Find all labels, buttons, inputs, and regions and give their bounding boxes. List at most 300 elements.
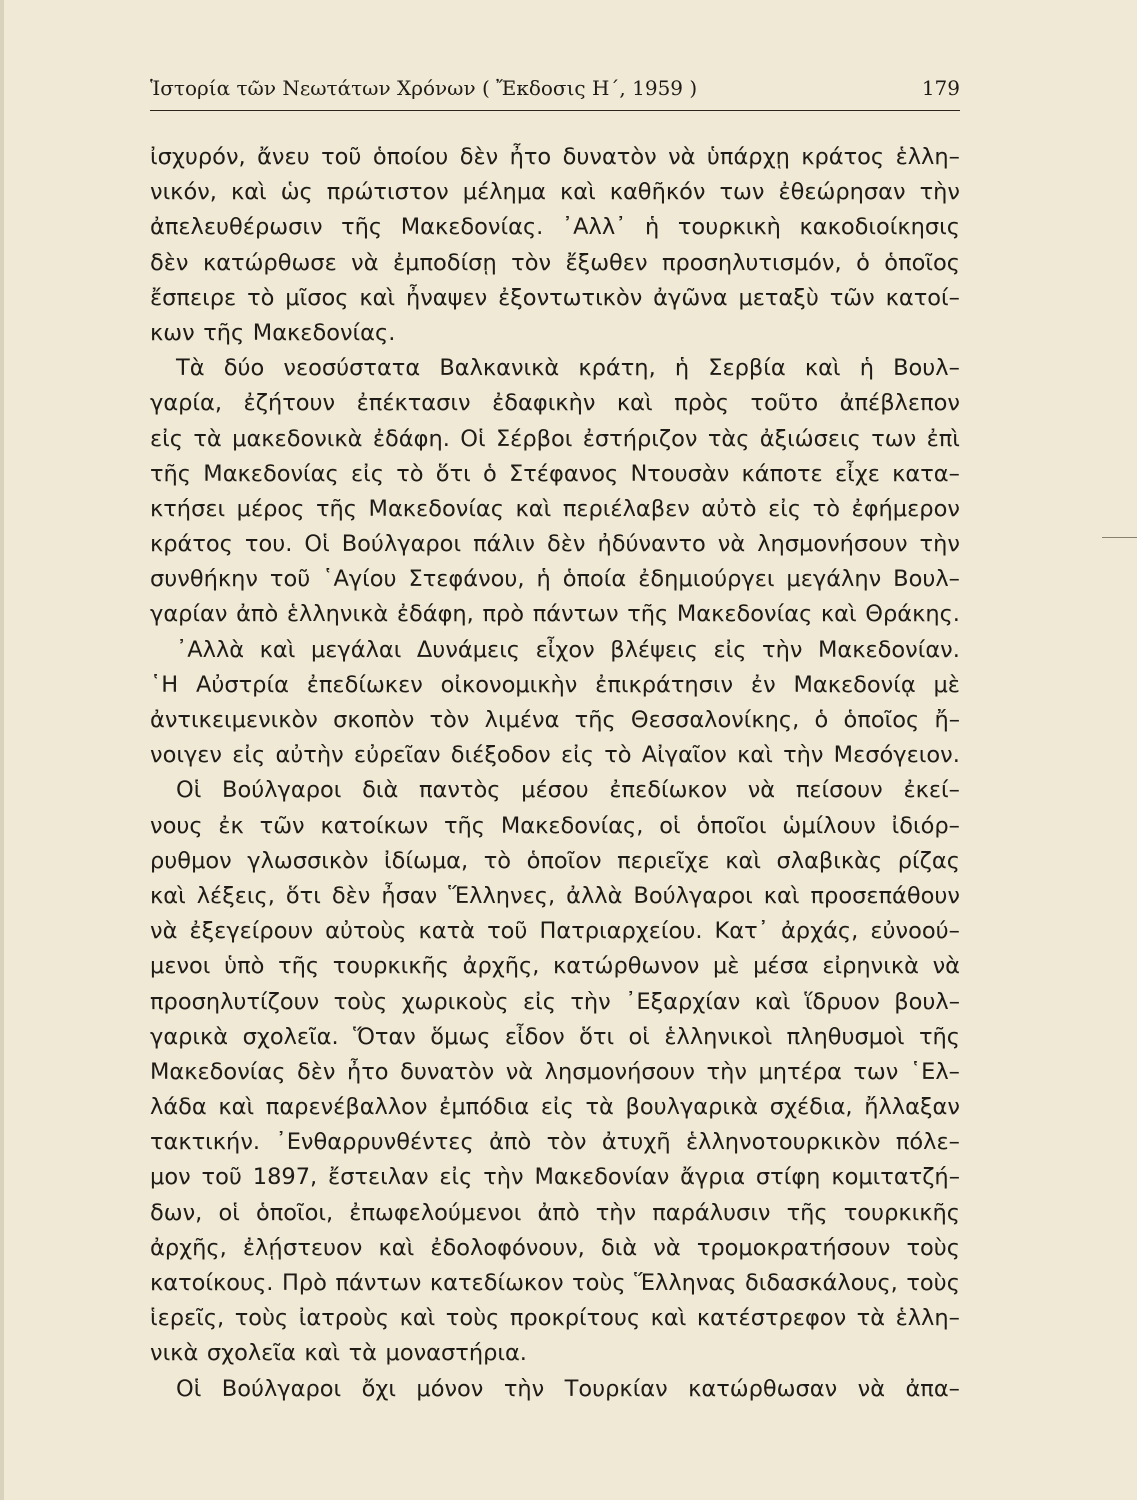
word: καὶ (230, 179, 267, 206)
word: δὲν (459, 144, 499, 170)
body-text (150, 140, 960, 1407)
text-line (150, 1336, 960, 1371)
word: ἑλλη– (895, 1305, 960, 1332)
word: ὁποίου (372, 144, 449, 170)
word: εἶχον (535, 636, 595, 663)
word: ὁ (814, 707, 829, 733)
word: προκρίτους (509, 1305, 641, 1332)
text-line (150, 1020, 960, 1055)
word: Μακεδονίας, (500, 812, 644, 839)
word: Τὰ (176, 355, 205, 382)
word: ὁποῖος (884, 249, 960, 276)
word: δύο (223, 355, 265, 382)
word: λησμονήσουν (544, 1058, 695, 1085)
word: ρίζας (897, 847, 960, 874)
word: εἰς (439, 1164, 473, 1191)
word: τῶν (829, 284, 875, 311)
word: ἡ (674, 355, 690, 382)
word: μενοι (150, 953, 211, 980)
word: μεγάλαι (310, 636, 402, 663)
text-line (150, 1372, 960, 1407)
word: λιμένα (484, 707, 560, 733)
word: μεγάλην (786, 566, 882, 593)
word: ἀξιώσεις (759, 425, 861, 452)
word: ἐθεώρησαν (778, 179, 906, 206)
word: δὲν (331, 882, 371, 909)
text-line (150, 386, 960, 421)
word: αὐτὴν (275, 742, 344, 769)
word: κράτος (150, 531, 233, 558)
word: καὶ (820, 601, 857, 628)
word: καὶ (218, 1094, 255, 1121)
word: τὸ (247, 284, 275, 311)
word: ἀπὸ (489, 1129, 532, 1156)
word: πόλε– (895, 1129, 960, 1156)
word: Πρὸ (281, 1270, 327, 1296)
word: ἀπὸ (236, 601, 279, 628)
word: καὶ (650, 1305, 687, 1332)
word: ὁποία (562, 566, 627, 593)
word: εἰς (522, 988, 556, 1015)
word: τοῦ (201, 1164, 242, 1191)
word: εἰρηνικὰ (822, 953, 919, 980)
text-line (150, 140, 960, 175)
word: πάντων (532, 601, 619, 628)
word: μόνον (416, 1375, 484, 1402)
word: τὰς (707, 425, 750, 452)
text-line (150, 949, 960, 984)
word: τὴν (595, 1199, 637, 1226)
word: διδασκάλους, (745, 1270, 898, 1296)
word: νὰ (747, 777, 776, 804)
word: ἰατροὺς (298, 1305, 390, 1332)
word: τῆς (443, 812, 485, 839)
word: τῆς (918, 1023, 960, 1050)
word: 1897, (252, 1164, 318, 1191)
text-line (150, 527, 960, 562)
word: ἵδρυον (804, 988, 880, 1015)
word: ἐδαφικὴν (492, 390, 596, 417)
word: σλαβικὰς (776, 847, 883, 874)
word: τῆς (315, 495, 357, 522)
word: παράλυσιν (652, 1199, 771, 1226)
text-line (150, 457, 960, 492)
margin-mark (1102, 537, 1137, 538)
word: καὶ (737, 742, 773, 769)
word: τρομοκρατήσουν (696, 1234, 891, 1261)
word: ἀπελευθέρωσιν (150, 214, 323, 241)
text-line (150, 773, 960, 808)
word: Δυνάμεις (416, 636, 521, 663)
word: ὡς (280, 179, 313, 206)
text-line (150, 210, 960, 245)
word: τὴν (762, 636, 803, 663)
word: νους (150, 812, 203, 839)
word: μὲ (933, 671, 960, 698)
word: τοὺς (572, 1270, 626, 1296)
word: τῆς (150, 460, 192, 487)
word: Τουρκίαν (564, 1375, 668, 1402)
word: ὡμίλουν (782, 812, 876, 839)
word: Οἱ (460, 425, 486, 452)
word: οἱ (659, 812, 681, 839)
word: ὑπὸ (224, 953, 265, 980)
word: Μακεδονίας (150, 1058, 286, 1085)
word: τὴν (483, 1164, 524, 1191)
word: τὴν (570, 988, 611, 1015)
word: καθῆκόν (609, 179, 706, 206)
word: τὴν (706, 1058, 747, 1085)
word: τουρκικὴ (677, 214, 781, 241)
word: ῾Η (150, 671, 179, 698)
word: των (853, 1058, 899, 1085)
word: εἶδον (504, 1023, 565, 1050)
text-line (150, 844, 960, 879)
word: ὅμως (430, 1023, 491, 1050)
word: νικὰ (150, 1340, 199, 1367)
word: Ντουσὰν (630, 460, 730, 487)
word: τοὺς (445, 1305, 500, 1332)
word: γλωσσικὸν (247, 847, 369, 874)
word: κατα– (892, 460, 960, 487)
word: τοὺς (333, 988, 388, 1015)
header-rule (150, 110, 960, 111)
word: Βούλγαροι (221, 1375, 342, 1402)
word: Θράκης. (865, 601, 960, 628)
word: μον (150, 1164, 191, 1191)
word: του. (244, 531, 293, 558)
word: μέσου (521, 777, 589, 804)
word: κατοίκους. (150, 1270, 274, 1296)
text-line (150, 985, 960, 1020)
word: οἰκονομικὴν (440, 671, 578, 698)
word: τῆς (203, 319, 245, 346)
word: κατώρθωνον (553, 953, 700, 980)
word: ἦναψεν (405, 284, 488, 311)
word: λάδα (150, 1094, 207, 1121)
word: καὶ (359, 284, 396, 311)
word: καὶ (559, 179, 596, 206)
word: Ἕλληνες, (448, 882, 556, 909)
text-line (150, 879, 960, 914)
word: τοὺς (234, 1305, 289, 1332)
text-line (150, 914, 960, 949)
word: εἰς (150, 425, 183, 452)
word: ὁποῖοι, (255, 1199, 334, 1226)
word: τῆς (627, 601, 669, 628)
word: ἐπωφελούμενοι (349, 1199, 522, 1226)
word: ἦτο (509, 144, 552, 170)
word: κράτη, (578, 355, 656, 382)
word: κομιτατζή– (831, 1164, 960, 1191)
word: τὸν (511, 249, 552, 276)
word: πείσουν (795, 777, 883, 804)
word: τὸν (429, 707, 470, 733)
word: τὰ (585, 1094, 614, 1121)
word: καὶ (304, 1340, 341, 1367)
text-line (150, 351, 960, 386)
word: πληθυσμοὶ (786, 1023, 905, 1050)
word: ὅτι (435, 460, 471, 487)
word: ἔσπειρε (150, 284, 237, 311)
word: Αὐστρία (195, 671, 289, 698)
word: Μακεδονίᾳ (793, 671, 916, 698)
word: τοῦ (321, 144, 362, 170)
word: περιέλαβεν (562, 495, 690, 522)
word: ᾿Ενθαρρυνθέντες (275, 1129, 474, 1156)
word: Αἰγαῖον (641, 742, 727, 769)
word: ῾Ελ– (909, 1058, 960, 1085)
word: ἀπα– (905, 1375, 960, 1402)
word: ἰδιόρ– (891, 812, 960, 839)
word: τὰ (193, 425, 222, 452)
word: τὸ (812, 495, 840, 522)
word: τοῦ (269, 566, 311, 593)
word: ὁποῖοι (696, 812, 767, 839)
word: στίφη (755, 1164, 821, 1191)
word: πρὸ (482, 601, 525, 628)
word: νὰ (932, 953, 960, 980)
word: τὸ (483, 847, 512, 874)
word: ἐν (750, 671, 776, 698)
word: ἐπεδίωκεν (306, 671, 423, 698)
word: ἀρχῆς, (462, 953, 540, 980)
word: Μακεδονίας. (252, 319, 396, 346)
word: δυνατὸν (400, 1058, 495, 1085)
word: ᾿Αλλὰ (176, 636, 245, 663)
word: καὶ (616, 390, 653, 417)
word: διὰ (362, 777, 399, 804)
word: τοὺς (906, 1234, 960, 1261)
word: Ἕλληνας (634, 1270, 737, 1296)
word: ὅτι (285, 882, 321, 909)
text-line (150, 809, 960, 844)
word: Βουλ– (893, 566, 960, 593)
word: Στέφανος (509, 460, 619, 487)
word: καὶ (515, 495, 552, 522)
word: Οἱ (176, 777, 202, 804)
word: νὰ (668, 144, 696, 170)
word: ἀπὸ (537, 1199, 580, 1226)
word: ἄνευ (257, 144, 310, 170)
word: μακεδονικὰ (232, 425, 363, 452)
word: καὶ (804, 355, 841, 382)
word: δυνατὸν (562, 144, 657, 170)
word: νὰ (653, 1234, 681, 1261)
word: ἐπὶ (926, 425, 960, 452)
word: πρὸς (674, 390, 729, 417)
word: ἐμπόδια (439, 1094, 530, 1121)
word: σχολεῖα. (242, 1023, 339, 1050)
word: ὁ (856, 249, 870, 276)
word: ἤ– (934, 707, 960, 733)
word: τῶν (259, 812, 305, 839)
word: τοῦ (487, 918, 528, 945)
word: Θεσσαλονίκης, (630, 707, 800, 733)
word: τῆς (278, 953, 320, 980)
word: κράτος (801, 144, 885, 170)
word: καὶ (259, 636, 296, 663)
word: Βούλγαροι (222, 777, 342, 804)
word: πρώτιστον (326, 179, 449, 206)
word: Στεφάνου, (408, 566, 525, 593)
page-edge-shadow (0, 0, 4, 1500)
word: αὐτὸ (701, 495, 757, 522)
word: ᾿Αλλ᾿ (561, 214, 627, 241)
word: τὴν (503, 1375, 545, 1402)
word: ἐξεγείρουν (189, 918, 314, 945)
word: κατεδίωκον (429, 1270, 564, 1296)
word: Οἱ (176, 1375, 202, 1402)
word: Μακεδονίας (203, 460, 339, 487)
word: ἐκεί– (903, 777, 960, 804)
word: νικόν, (150, 179, 217, 206)
word: γαρικὰ (150, 1023, 229, 1050)
word: ἐδολοφόνουν, (430, 1234, 585, 1261)
word: ὁποῖον (526, 847, 602, 874)
word: τῆς (341, 214, 383, 241)
word: ἦσαν (381, 882, 438, 909)
text-line (150, 246, 960, 281)
word: τὰ (856, 1305, 886, 1332)
text-line (150, 562, 960, 597)
word: περιεῖχε (617, 847, 710, 874)
word: κων (150, 319, 195, 346)
word: κατὰ (418, 918, 476, 945)
word: ἀπέβλεπον (839, 390, 960, 417)
word: καὶ (754, 988, 791, 1015)
text-line (150, 1301, 960, 1336)
word: ἐπεδίωκον (609, 777, 728, 804)
text-line (150, 316, 960, 351)
word: τὸ (604, 742, 632, 769)
word: νὰ (505, 1058, 534, 1085)
word: καὶ (150, 882, 186, 909)
word: Βαλκανικὰ (439, 355, 560, 382)
word: πάντων (335, 1270, 422, 1296)
word: ἐδάφη, (396, 601, 474, 628)
word: συνθήκην (150, 566, 258, 593)
word: ῾Αγίου (322, 566, 397, 593)
word: σχολεῖα (206, 1340, 296, 1367)
word: χωρικοὺς (401, 988, 509, 1015)
word: των (719, 179, 765, 206)
word: μέρος (236, 495, 305, 522)
word: δων, (150, 1199, 203, 1226)
word: Σέρβοι (495, 425, 573, 452)
word: ὁποῖος (843, 707, 920, 733)
word: ὅτι (579, 1023, 615, 1050)
word: καὶ (399, 1305, 436, 1332)
word: νὰ (351, 249, 379, 276)
word: ἔστειλαν (328, 1164, 429, 1191)
word: ἐμποδίσῃ (393, 249, 497, 276)
word: δὲν (150, 249, 189, 276)
word: ἐξοντωτικὸν (498, 284, 643, 311)
word: εἰς (768, 495, 802, 522)
word: βουλγαρικὰ (625, 1094, 759, 1121)
word: κατώρθωσε (202, 249, 337, 276)
word: οἱ (628, 1023, 650, 1050)
word: Βούλγαροι (341, 531, 462, 558)
word: ρυθμον (150, 847, 232, 874)
word: νὰ (150, 918, 178, 945)
word: ἱερεῖς, (150, 1305, 225, 1332)
text-line (150, 1160, 960, 1195)
word: βουλ– (894, 988, 960, 1015)
text-line (150, 1125, 960, 1160)
word: καὶ (725, 847, 761, 874)
word: τὴν (919, 179, 960, 206)
word: κτήσει (150, 495, 226, 522)
word: νεοσύστατα (283, 355, 421, 382)
word: ἰσχυρόν, (150, 144, 246, 170)
text-line (150, 281, 960, 316)
word: τοῦτο (750, 390, 819, 417)
text-line (150, 1090, 960, 1125)
word: ἀλλὰ (566, 882, 623, 909)
word: τακτικήν. (150, 1129, 261, 1156)
word: ἑλλη– (895, 144, 960, 170)
word: εἰς (561, 742, 594, 769)
word: καὶ (763, 882, 800, 909)
word: μοναστήρια. (385, 1340, 527, 1367)
word: ἡ (536, 566, 551, 593)
word: τὸ (396, 460, 424, 487)
text-line (150, 1266, 960, 1301)
word: Πατριαρχείου. (539, 918, 703, 945)
word: νοιγεν (150, 742, 222, 769)
word: προσηλυτισμόν, (661, 249, 842, 276)
word: μητέρα (758, 1058, 842, 1085)
word: κατέστρεφον (696, 1305, 847, 1332)
word: ὁ (483, 460, 497, 487)
word: ἐπικράτησιν (595, 671, 734, 698)
word: αὐτοὺς (325, 918, 407, 945)
word: Μακεδονίας (368, 495, 504, 522)
word: τὰ (348, 1340, 377, 1367)
word: καὶ (378, 1234, 415, 1261)
page-number: 179 (921, 76, 960, 100)
text-line (150, 703, 960, 738)
word: ᾿Εξαρχίαν (625, 988, 741, 1015)
text-line (150, 1196, 960, 1231)
word: βλέψεις (610, 636, 698, 663)
text-line (150, 597, 960, 632)
word: προσεπάθουν (810, 882, 960, 909)
word: τὴν (783, 742, 824, 769)
word: δὲν (546, 531, 586, 558)
header-title: Ἱστορία τῶν Νεωτάτων Χρόνων ( Ἔκδοσις Η΄, 1959 ) (150, 76, 698, 100)
word: ὄχι (361, 1375, 396, 1402)
text-line (150, 1231, 960, 1266)
word: σχέδια, (769, 1094, 853, 1121)
word: λέξεις, (196, 882, 275, 909)
word: μέσα (753, 953, 809, 980)
word: ἐπέκτασιν (356, 390, 471, 417)
word: λησμονήσουν (757, 531, 908, 558)
word: Μακεδονίαν (534, 1164, 670, 1191)
word: τὸν (546, 1129, 587, 1156)
word: εἶχε (834, 460, 880, 487)
word: ἑλληνοτουρκικὸν (685, 1129, 881, 1156)
word: εἰς (713, 636, 747, 663)
word: τουρκικῆς (332, 953, 449, 980)
word: οἱ (218, 1199, 240, 1226)
word: ἀρχάς, (780, 918, 859, 945)
word: των (871, 425, 917, 452)
text-line (150, 1055, 960, 1090)
